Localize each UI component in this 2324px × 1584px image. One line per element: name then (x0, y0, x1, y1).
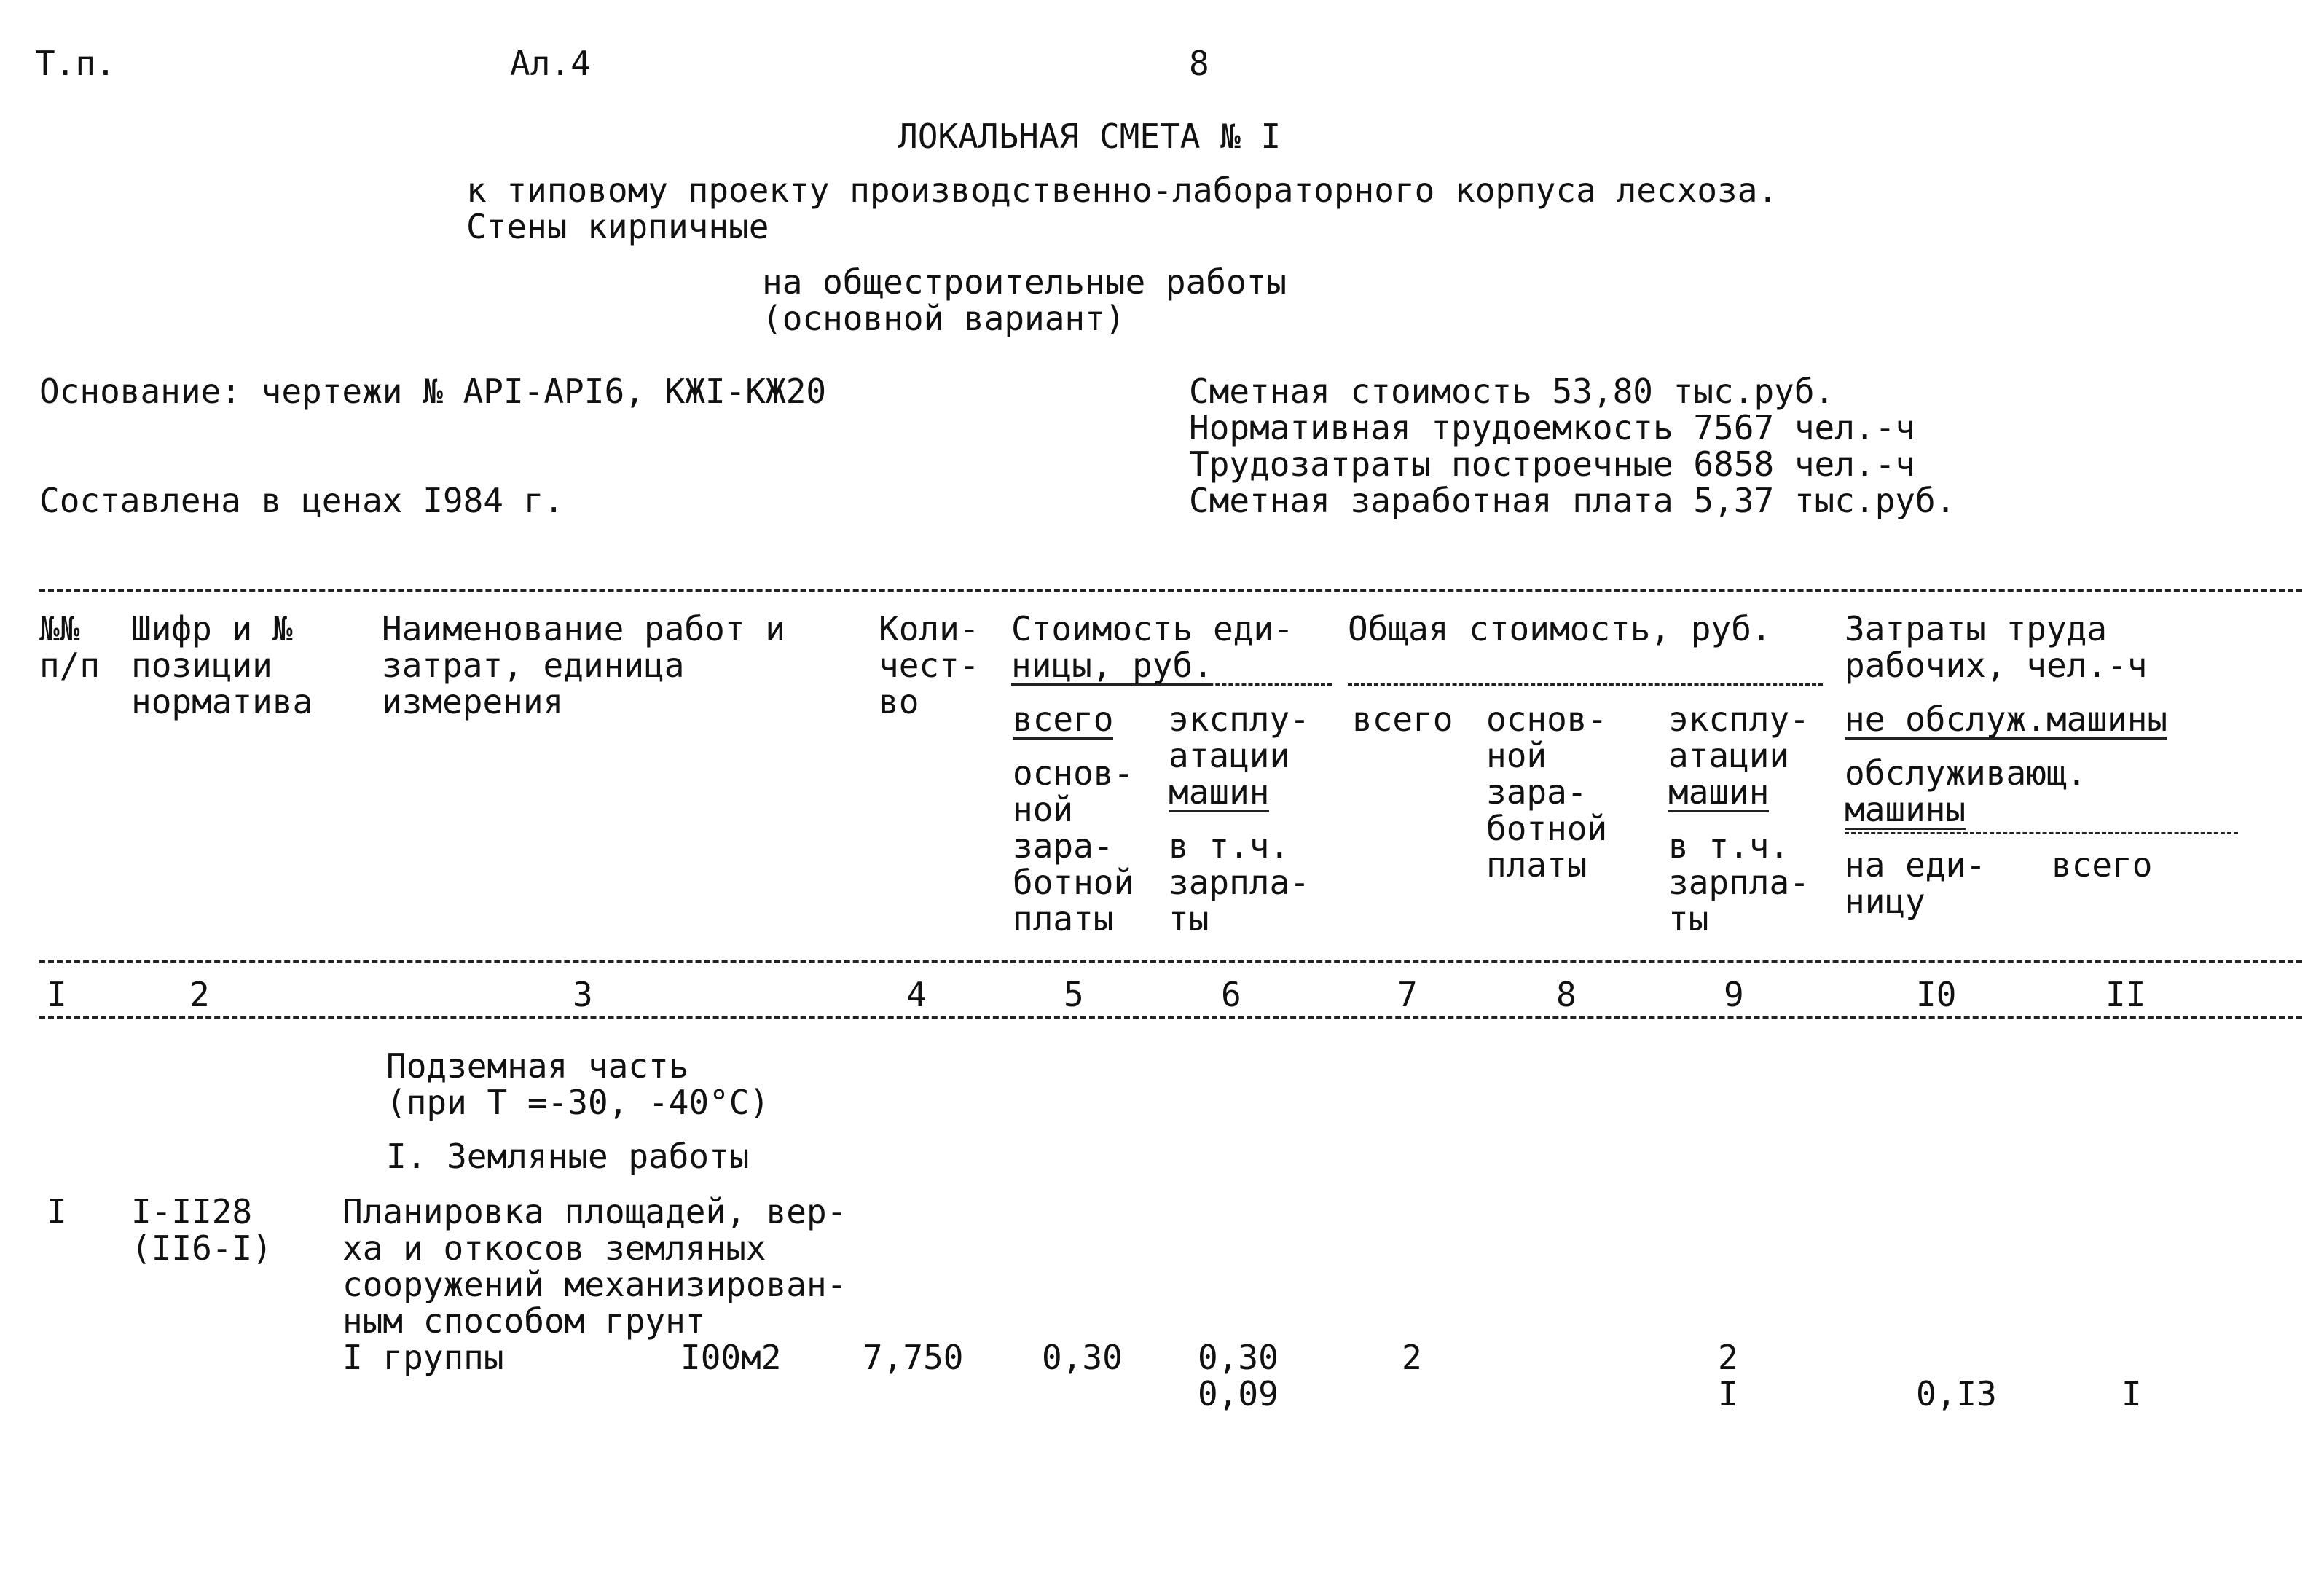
row-unit: I00м2 (680, 1338, 782, 1377)
col-number: 5 (1064, 975, 1084, 1014)
document-heading: ЛОКАЛЬНАЯ СМЕТА № I (898, 117, 1281, 156)
table-top-rule (39, 589, 2302, 592)
col-number: I (47, 975, 67, 1014)
row-total-machines: 2 I (1718, 1338, 1738, 1414)
header-bottom-rule (39, 960, 2302, 963)
col-numbers-rule (39, 1016, 2302, 1019)
col-header-qty: Коли- чест- во (879, 609, 980, 721)
col-header-labor-machines: обслуживающ. (1845, 753, 2087, 793)
row-number: I (47, 1192, 67, 1231)
col-header-total-mach-salary: в т.ч. зарпла- ты (1668, 826, 1810, 938)
col-number: 3 (573, 975, 593, 1014)
col-header-unit-machines: эксплу- атации (1169, 699, 1310, 775)
col-number: 9 (1724, 975, 1744, 1014)
album-label: Ал.4 (510, 44, 591, 83)
header-left: Т.п. (35, 44, 116, 83)
row-code: I-II28 (II6-I) (131, 1192, 272, 1268)
normative-labor: Нормативная трудоемкость 7567 чел.-ч (1189, 408, 1915, 447)
col-header-total-machines: эксплу- атации (1668, 699, 1810, 775)
col-header-total: всего (1352, 699, 1453, 739)
col-number: I0 (1916, 975, 1957, 1014)
col-header-unit-mach-salary: в т.ч. зарпла- ты (1169, 826, 1310, 938)
col-header-total-cost: Общая стоимость, руб. (1348, 609, 1772, 648)
col-number: 4 (906, 975, 927, 1014)
page-number: 8 (1189, 44, 1209, 83)
unit-cost-divider (1011, 683, 1332, 686)
col-header-unit-machines-ul: машин (1169, 772, 1270, 812)
row-unit-machines: 0,30 0,09 (1198, 1338, 1279, 1414)
total-cost-divider (1348, 683, 1823, 686)
col-header-num: №№ п/п (39, 609, 101, 685)
col-header-labor: Затраты труда рабочих, чел.-ч (1845, 609, 2148, 685)
row-labor-unit: 0,I3 (1916, 1374, 1997, 1414)
col-number: II (2105, 975, 2146, 1014)
col-number: 2 (189, 975, 210, 1014)
title-line-3: на общестроительные работы (762, 262, 1287, 302)
estimated-cost: Сметная стоимость 53,80 тыс.руб. (1189, 372, 1835, 411)
row-labor-total: I (2121, 1374, 2142, 1414)
col-header-total-salary: основ- ной зара- ботной платы (1486, 699, 1608, 885)
row-total: 2 (1402, 1338, 1422, 1377)
col-number: 7 (1397, 975, 1418, 1014)
col-header-code: Шифр и № позиции норматива (131, 609, 313, 721)
prices-text: Составлена в ценах I984 г. (39, 481, 565, 520)
col-header-labor-no-machines: не обслуж.машины (1845, 699, 2168, 739)
col-header-total-machines-ul: машин (1668, 772, 1770, 812)
title-line-1: к типовому проекту производственно-лабораторного корпуса лесхоза. (466, 170, 1778, 210)
col-header-unit-total: всего (1013, 699, 1114, 739)
row-work-name: Планировка площадей, вер- ха и откосов земляных сооружений механизирован- ным способом грунт I группы (342, 1192, 847, 1377)
title-line-2: Стены кирпичные (466, 207, 769, 246)
row-unit-total: 0,30 (1042, 1338, 1123, 1377)
col-header-unit-cost: Стоимость еди- (1011, 609, 1294, 648)
col-number: 8 (1556, 975, 1577, 1014)
col-header-labor-total: всего (2052, 845, 2153, 885)
col-header-name: Наименование работ и затрат, единица измерения (382, 609, 785, 721)
col-header-unit-cost-2: ницы, руб. (1011, 646, 1213, 685)
col-header-labor-unit: на еди- ницу (1845, 845, 1986, 921)
subsection-title: I. Земляные работы (386, 1137, 750, 1176)
estimated-salary: Сметная заработная плата 5,37 тыс.руб. (1189, 481, 1956, 520)
section-title: Подземная часть (при Т =-30, -40°С) (386, 1046, 770, 1122)
labor-divider (1845, 832, 2238, 834)
construction-labor: Трудозатраты построечные 6858 чел.-ч (1189, 444, 1915, 484)
col-number: 6 (1221, 975, 1241, 1014)
col-header-unit-salary: основ- ной зара- ботной платы (1013, 753, 1134, 938)
basis-text: Основание: чертежи № АРI-АРI6, КЖI-КЖ20 (39, 372, 827, 411)
title-line-4: (основной вариант) (762, 299, 1126, 338)
row-quantity: 7,750 (863, 1338, 964, 1377)
col-header-labor-machines-ul: машины (1845, 790, 1966, 829)
